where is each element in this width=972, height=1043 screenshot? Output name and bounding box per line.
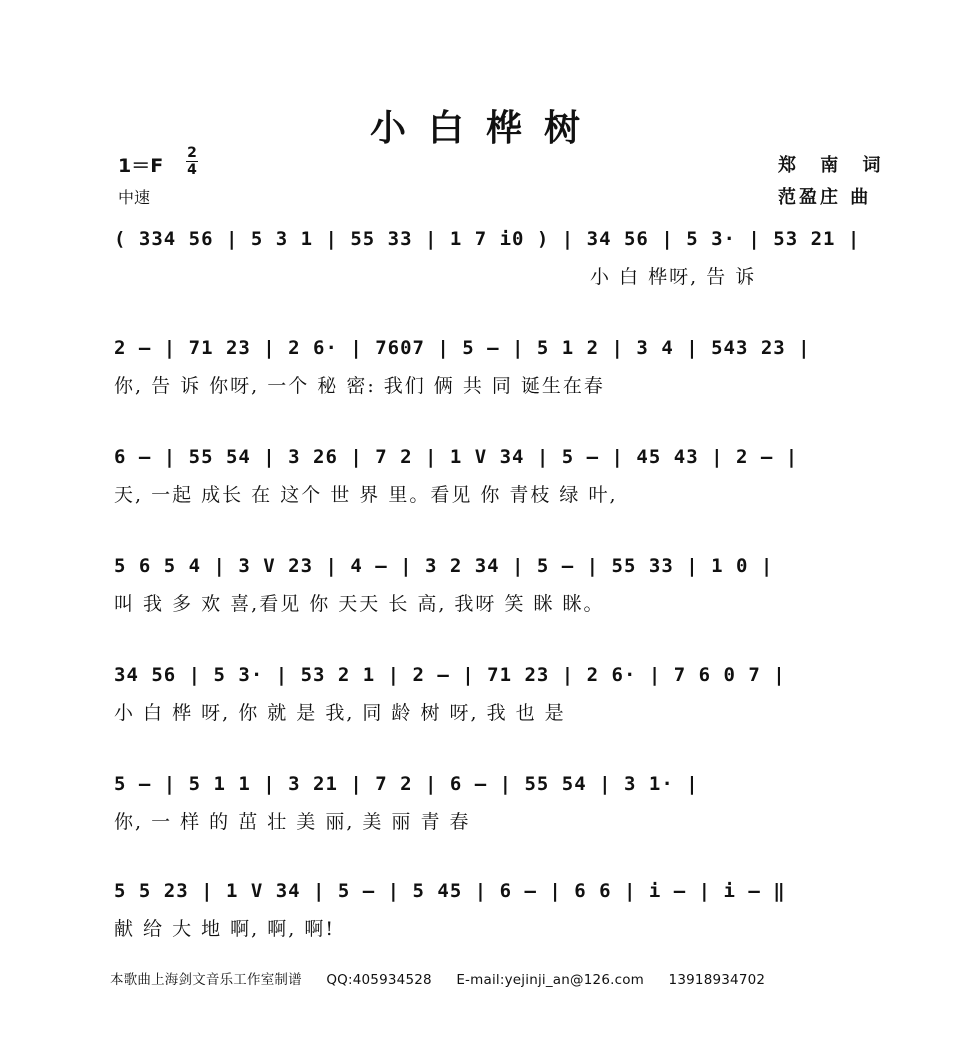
score-system-6 bbox=[0, 773, 972, 853]
tempo-marking: 中速 bbox=[118, 188, 151, 207]
footer-studio: 本歌曲上海剑文音乐工作室制谱 bbox=[110, 972, 302, 988]
song-title: 小白桦树 bbox=[369, 107, 602, 149]
lyric-row: 你, 一 样 的 茁 壮 美 丽, 美 丽 青 春 bbox=[114, 811, 471, 833]
score-system-3 bbox=[0, 446, 972, 526]
lyricist-credit: 郑 南 词 bbox=[778, 155, 890, 176]
notation-row: 5 5 23 | 1 V 34 | 5 – | 5 45 | 6 – | 6 6 | i – | i – ‖ bbox=[114, 880, 786, 902]
footer-credits bbox=[110, 968, 785, 988]
score-system-7 bbox=[0, 880, 972, 960]
lyric-row: 你, 告 诉 你呀, 一个 秘 密: 我们 俩 共 同 诞生在春 bbox=[114, 375, 605, 397]
footer-qq: QQ:405934528 bbox=[326, 972, 432, 988]
time-signature-bottom: 4 bbox=[187, 162, 197, 178]
notation-row: 6 – | 55 54 | 3 26 | 7 2 | 1 V 34 | 5 – | 45 43 | 2 – | bbox=[114, 446, 799, 468]
composer-credit: 范盈庄 曲 bbox=[778, 187, 872, 208]
score-system-5 bbox=[0, 664, 972, 744]
notation-row: 2 – | 71 23 | 2 6· | 7607 | 5 – | 5 1 2 | 3 4 | 543 23 | bbox=[114, 337, 811, 359]
notation-row: 5 – | 5 1 1 | 3 21 | 7 2 | 6 – | 55 54 | 3 1· | bbox=[114, 773, 699, 795]
notation-row: ( 334 56 | 5 3 1 | 55 33 | 1 7 i0 ) | 34 56 | 5 3· | 53 21 | bbox=[114, 228, 861, 250]
lyric-row: 献 给 大 地 啊, 啊, 啊! bbox=[114, 918, 335, 940]
footer-phone: 13918934702 bbox=[668, 972, 766, 988]
time-signature-top: 2 bbox=[187, 145, 197, 161]
lyric-row: 小 白 桦 呀, 你 就 是 我, 同 龄 树 呀, 我 也 是 bbox=[114, 702, 566, 724]
key-signature: 1＝F bbox=[118, 155, 164, 177]
score-system-4 bbox=[0, 555, 972, 635]
lyric-row: 小 白 桦呀, 告 诉 bbox=[590, 266, 757, 288]
notation-row: 34 56 | 5 3· | 53 2 1 | 2 – | 71 23 | 2 6· | 7 6 0 7 | bbox=[114, 664, 786, 686]
footer-email: E-mail:yejinji_an@126.com bbox=[456, 972, 645, 988]
notation-row: 5 6 5 4 | 3 V 23 | 4 – | 3 2 34 | 5 – | 55 33 | 1 0 | bbox=[114, 555, 774, 577]
score-system-1 bbox=[0, 228, 972, 308]
lyric-row: 叫 我 多 欢 喜,看见 你 天天 长 高, 我呀 笑 眯 眯。 bbox=[114, 593, 605, 615]
time-signature bbox=[186, 146, 198, 177]
score-system-2 bbox=[0, 337, 972, 417]
lyric-row: 天, 一起 成长 在 这个 世 界 里。看见 你 青枝 绿 叶, bbox=[114, 484, 618, 506]
